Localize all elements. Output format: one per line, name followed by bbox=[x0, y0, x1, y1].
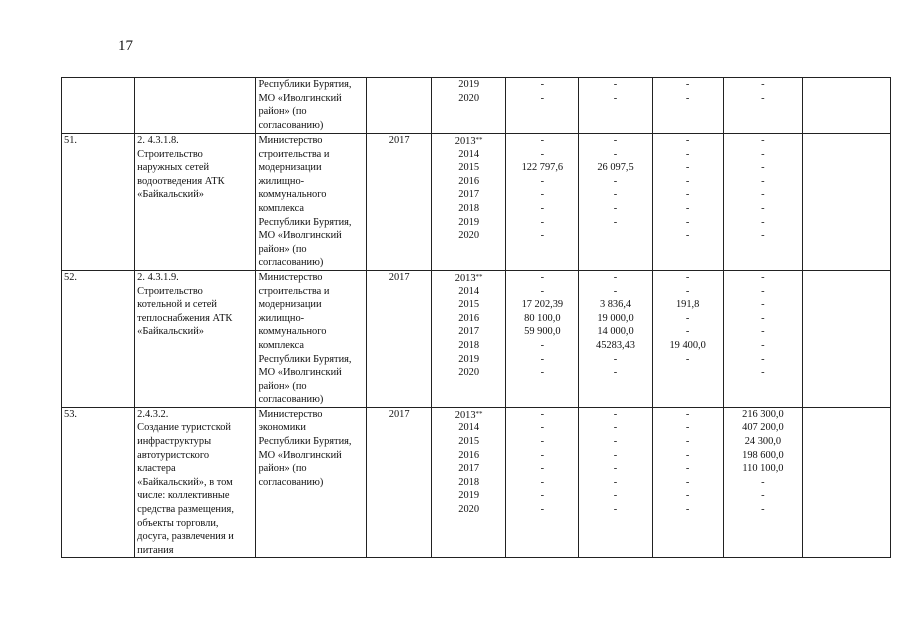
activity-name-line: кластера bbox=[137, 463, 176, 475]
value: - bbox=[685, 449, 690, 461]
value-col-1-cell bbox=[506, 134, 579, 271]
value-col-3-cell bbox=[652, 78, 723, 134]
value bbox=[581, 229, 649, 243]
value: - bbox=[761, 299, 765, 311]
year-label: 2013** bbox=[454, 272, 483, 284]
executor-line: МО «Иволгинский bbox=[258, 449, 342, 461]
table-row bbox=[62, 134, 891, 271]
value: - bbox=[761, 353, 765, 365]
value: - bbox=[540, 271, 545, 283]
executor-line: строительства и bbox=[258, 148, 330, 160]
years-cell bbox=[432, 407, 506, 558]
value: - bbox=[540, 189, 545, 201]
executor-line: Республики Бурятия, bbox=[258, 79, 352, 90]
value: - bbox=[761, 476, 765, 488]
year-label: 2015 bbox=[458, 162, 480, 174]
value: - bbox=[613, 148, 618, 160]
year-label: 2020 bbox=[458, 230, 480, 242]
value: - bbox=[540, 216, 545, 228]
year-label: 2013** bbox=[454, 409, 483, 421]
executor-line: жилищно- bbox=[258, 312, 305, 324]
empty-cell bbox=[803, 407, 891, 558]
value: - bbox=[761, 148, 765, 160]
value: - bbox=[685, 504, 690, 516]
value: - bbox=[761, 216, 765, 228]
value: - bbox=[540, 230, 545, 242]
table-row bbox=[62, 78, 891, 134]
value: - bbox=[761, 504, 765, 516]
value: - bbox=[613, 408, 618, 420]
value: - bbox=[685, 326, 690, 338]
implementation-year-cell bbox=[367, 407, 432, 558]
value: - bbox=[613, 92, 618, 104]
value: 17 202,39 bbox=[521, 299, 564, 311]
value: - bbox=[540, 353, 545, 365]
activity-name-line: 2. 4.3.1.9. bbox=[137, 271, 179, 283]
activity-name-line: «Байкальский» bbox=[137, 189, 205, 201]
executor-line: согласованию) bbox=[258, 394, 324, 406]
executor-line: район» (по bbox=[258, 380, 307, 392]
year-label: 2020 bbox=[458, 92, 480, 104]
value: - bbox=[613, 353, 618, 365]
value: - bbox=[685, 175, 690, 187]
executor-line: Республики Бурятия, bbox=[258, 216, 352, 228]
executor-line: согласованию) bbox=[258, 119, 324, 131]
value: - bbox=[685, 476, 690, 488]
activity-name-line: средства размещения, bbox=[137, 504, 234, 516]
value: - bbox=[761, 285, 765, 297]
value: - bbox=[613, 476, 618, 488]
activity-name-line: котельной и сетей bbox=[137, 299, 217, 311]
value: 407 200,0 bbox=[742, 422, 784, 434]
value: - bbox=[613, 367, 618, 379]
year-label: 2015 bbox=[458, 299, 480, 311]
value: - bbox=[761, 189, 765, 201]
value: - bbox=[540, 285, 545, 297]
executor-line: комплекса bbox=[258, 202, 305, 214]
value: - bbox=[540, 339, 545, 351]
year-label: 2014 bbox=[458, 422, 480, 434]
year-label: 2020 bbox=[458, 504, 480, 516]
value-col-3-cell bbox=[652, 270, 723, 407]
value: - bbox=[685, 135, 690, 146]
activity-name-cell bbox=[135, 78, 256, 134]
year-label: 2017 bbox=[458, 189, 480, 201]
activity-name-line: автотуристского bbox=[137, 449, 210, 461]
value: - bbox=[540, 135, 545, 146]
activity-name-line: объекты торговли, bbox=[137, 517, 219, 529]
activity-name-line: числе: коллективные bbox=[137, 490, 230, 502]
executor-line: коммунального bbox=[258, 189, 327, 201]
row-number: 52. bbox=[64, 271, 77, 283]
activity-name-line: досуга, развлечения и bbox=[137, 531, 234, 543]
activity-name-line: теплоснабжения АТК bbox=[137, 312, 233, 324]
value: - bbox=[540, 148, 545, 160]
executor-line: район» (по bbox=[258, 106, 307, 118]
value-col-2-cell bbox=[579, 78, 652, 134]
value: 19 400,0 bbox=[669, 339, 706, 351]
value bbox=[655, 366, 721, 380]
value: - bbox=[761, 367, 765, 379]
executor-line: район» (по bbox=[258, 243, 307, 255]
value: - bbox=[685, 422, 690, 434]
value: - bbox=[685, 189, 690, 201]
value: - bbox=[761, 162, 765, 174]
year-label: 2016 bbox=[458, 449, 480, 461]
year-label: 2014 bbox=[458, 285, 480, 297]
implementation-year: 2017 bbox=[388, 271, 410, 283]
value: 80 100,0 bbox=[524, 312, 561, 324]
implementation-year-cell bbox=[367, 134, 432, 271]
value: - bbox=[685, 408, 690, 420]
executor-line: МО «Иволгинский bbox=[258, 92, 342, 104]
empty-cell bbox=[803, 78, 891, 134]
row-number-cell bbox=[62, 78, 135, 134]
executor-line: модернизации bbox=[258, 162, 322, 174]
implementation-year: 2017 bbox=[388, 408, 410, 420]
implementation-year bbox=[369, 78, 429, 92]
executor-line: жилищно- bbox=[258, 175, 305, 187]
executor-line: район» (по bbox=[258, 463, 307, 475]
value: - bbox=[540, 504, 545, 516]
value: - bbox=[540, 175, 545, 187]
value: - bbox=[540, 449, 545, 461]
implementation-year-cell bbox=[367, 270, 432, 407]
value: - bbox=[685, 285, 690, 297]
value: - bbox=[685, 312, 690, 324]
value: - bbox=[540, 202, 545, 214]
year-label: 2016 bbox=[458, 175, 480, 187]
year-label: 2018 bbox=[458, 339, 480, 351]
value: - bbox=[540, 476, 545, 488]
year-label: 2018 bbox=[458, 202, 480, 214]
year-label: 2019 bbox=[458, 490, 480, 502]
value-col-3-cell bbox=[652, 134, 723, 271]
value: 14 000,0 bbox=[597, 326, 634, 338]
value: 3 836,4 bbox=[599, 299, 632, 311]
executor-cell bbox=[256, 270, 367, 407]
row-number-cell bbox=[62, 134, 135, 271]
value-col-1-cell bbox=[506, 270, 579, 407]
table-row bbox=[62, 270, 891, 407]
executor-line: комплекса bbox=[258, 339, 305, 351]
value: - bbox=[685, 230, 690, 242]
executor-line: строительства и bbox=[258, 285, 330, 297]
row-number: 53. bbox=[64, 408, 77, 420]
value: 19 000,0 bbox=[597, 312, 634, 324]
value: - bbox=[613, 135, 618, 146]
value: - bbox=[761, 312, 765, 324]
value-col-4-cell bbox=[723, 270, 802, 407]
year-label: 2019 bbox=[458, 79, 480, 90]
value: - bbox=[685, 162, 690, 174]
year-label: 2014 bbox=[458, 148, 480, 160]
value-col-4-cell bbox=[723, 134, 802, 271]
activity-name-line: водоотведения АТК bbox=[137, 175, 225, 187]
activity-name-line: наружных сетей bbox=[137, 162, 210, 174]
executor-line: Министерство bbox=[258, 271, 323, 283]
value: - bbox=[613, 79, 618, 90]
program-table bbox=[61, 77, 891, 558]
activity-name-cell bbox=[135, 270, 256, 407]
value: - bbox=[761, 326, 765, 338]
value: - bbox=[613, 202, 618, 214]
value: 26 097,5 bbox=[597, 162, 634, 174]
value: - bbox=[613, 463, 618, 475]
value-col-2-cell bbox=[579, 134, 652, 271]
value-col-1-cell bbox=[506, 407, 579, 558]
value: - bbox=[685, 490, 690, 502]
value: - bbox=[613, 175, 618, 187]
activity-name-line: инфраструктуры bbox=[137, 436, 212, 448]
executor-line: Республики Бурятия, bbox=[258, 353, 352, 365]
years-cell bbox=[432, 78, 506, 134]
value-col-2-cell bbox=[579, 407, 652, 558]
value: - bbox=[761, 339, 765, 351]
value: - bbox=[761, 92, 765, 104]
value: - bbox=[685, 148, 690, 160]
activity-name-line: 2.4.3.2. bbox=[137, 408, 169, 420]
value: - bbox=[613, 449, 618, 461]
activity-name-line: «Байкальский» bbox=[137, 326, 205, 338]
value: - bbox=[761, 135, 765, 146]
value: 59 900,0 bbox=[524, 326, 561, 338]
years-cell bbox=[432, 134, 506, 271]
executor-cell bbox=[256, 407, 367, 558]
value: - bbox=[540, 490, 545, 502]
years-cell bbox=[432, 270, 506, 407]
value: - bbox=[613, 216, 618, 228]
value: - bbox=[540, 92, 545, 104]
value: 122 797,6 bbox=[521, 162, 564, 174]
row-number: 51. bbox=[64, 135, 77, 146]
executor-cell bbox=[256, 78, 367, 134]
table-body bbox=[62, 78, 891, 558]
value: - bbox=[540, 436, 545, 448]
value: - bbox=[613, 422, 618, 434]
value: - bbox=[540, 463, 545, 475]
value: - bbox=[613, 285, 618, 297]
year-label: 2018 bbox=[458, 476, 480, 488]
value: - bbox=[761, 175, 765, 187]
empty-cell bbox=[803, 134, 891, 271]
value: - bbox=[685, 436, 690, 448]
value-col-1-cell bbox=[506, 78, 579, 134]
value: - bbox=[613, 504, 618, 516]
value: - bbox=[685, 79, 690, 90]
activity-name-line: Строительство bbox=[137, 285, 203, 297]
implementation-year-cell bbox=[367, 78, 432, 134]
executor-line: Республики Бурятия, bbox=[258, 436, 352, 448]
executor-line: согласованию) bbox=[258, 257, 324, 269]
executor-line: Министерство bbox=[258, 135, 323, 146]
value: - bbox=[613, 436, 618, 448]
executor-line: согласованию) bbox=[258, 476, 324, 488]
year-label: 2017 bbox=[458, 463, 480, 475]
empty-cell bbox=[803, 270, 891, 407]
row-number-cell bbox=[62, 407, 135, 558]
executor-line: МО «Иволгинский bbox=[258, 367, 342, 379]
value: - bbox=[540, 367, 545, 379]
activity-name-line: «Байкальский», в том bbox=[137, 476, 233, 488]
executor-line: экономики bbox=[258, 422, 306, 434]
value: - bbox=[761, 79, 765, 90]
value: 110 100,0 bbox=[742, 463, 784, 475]
value: - bbox=[761, 230, 765, 242]
page-number: 17 bbox=[118, 38, 133, 54]
value: - bbox=[685, 463, 690, 475]
activity-name-line: Строительство bbox=[137, 148, 203, 160]
year-label: 2019 bbox=[458, 216, 480, 228]
row-number-cell bbox=[62, 270, 135, 407]
value: - bbox=[685, 92, 690, 104]
activity-name-line: питания bbox=[137, 544, 174, 556]
value: - bbox=[685, 202, 690, 214]
value: - bbox=[540, 422, 545, 434]
row-number bbox=[64, 78, 132, 92]
value-col-3-cell bbox=[652, 407, 723, 558]
value: 198 600,0 bbox=[742, 449, 784, 461]
activity-name-line: Создание туристской bbox=[137, 422, 231, 434]
value: - bbox=[761, 490, 765, 502]
implementation-year: 2017 bbox=[388, 135, 410, 146]
activity-name-line: 2. 4.3.1.8. bbox=[137, 135, 179, 146]
executor-line: МО «Иволгинский bbox=[258, 230, 342, 242]
value: 24 300,0 bbox=[744, 436, 782, 448]
year-label: 2019 bbox=[458, 353, 480, 365]
value: - bbox=[540, 79, 545, 90]
value: - bbox=[761, 271, 765, 283]
value: - bbox=[540, 408, 545, 420]
value: - bbox=[613, 271, 618, 283]
value: - bbox=[685, 271, 690, 283]
activity-name-cell bbox=[135, 134, 256, 271]
table-row bbox=[62, 407, 891, 558]
value-col-4-cell bbox=[723, 78, 802, 134]
year-label: 2017 bbox=[458, 326, 480, 338]
activity-name-cell bbox=[135, 407, 256, 558]
value-col-4-cell bbox=[723, 407, 802, 558]
value: 45283,43 bbox=[596, 339, 635, 351]
executor-line: коммунального bbox=[258, 326, 327, 338]
value-col-2-cell bbox=[579, 270, 652, 407]
year-label: 2020 bbox=[458, 367, 480, 379]
executor-line: модернизации bbox=[258, 299, 322, 311]
executor-cell bbox=[256, 134, 367, 271]
year-label: 2013** bbox=[454, 136, 483, 147]
value: - bbox=[685, 216, 690, 228]
value: 216 300,0 bbox=[742, 408, 784, 420]
year-label: 2016 bbox=[458, 312, 480, 324]
value: - bbox=[685, 353, 690, 365]
value: - bbox=[613, 189, 618, 201]
value: 191,8 bbox=[675, 299, 700, 311]
year-label: 2015 bbox=[458, 436, 480, 448]
value: - bbox=[613, 490, 618, 502]
executor-line: Министерство bbox=[258, 408, 323, 420]
value: - bbox=[761, 202, 765, 214]
